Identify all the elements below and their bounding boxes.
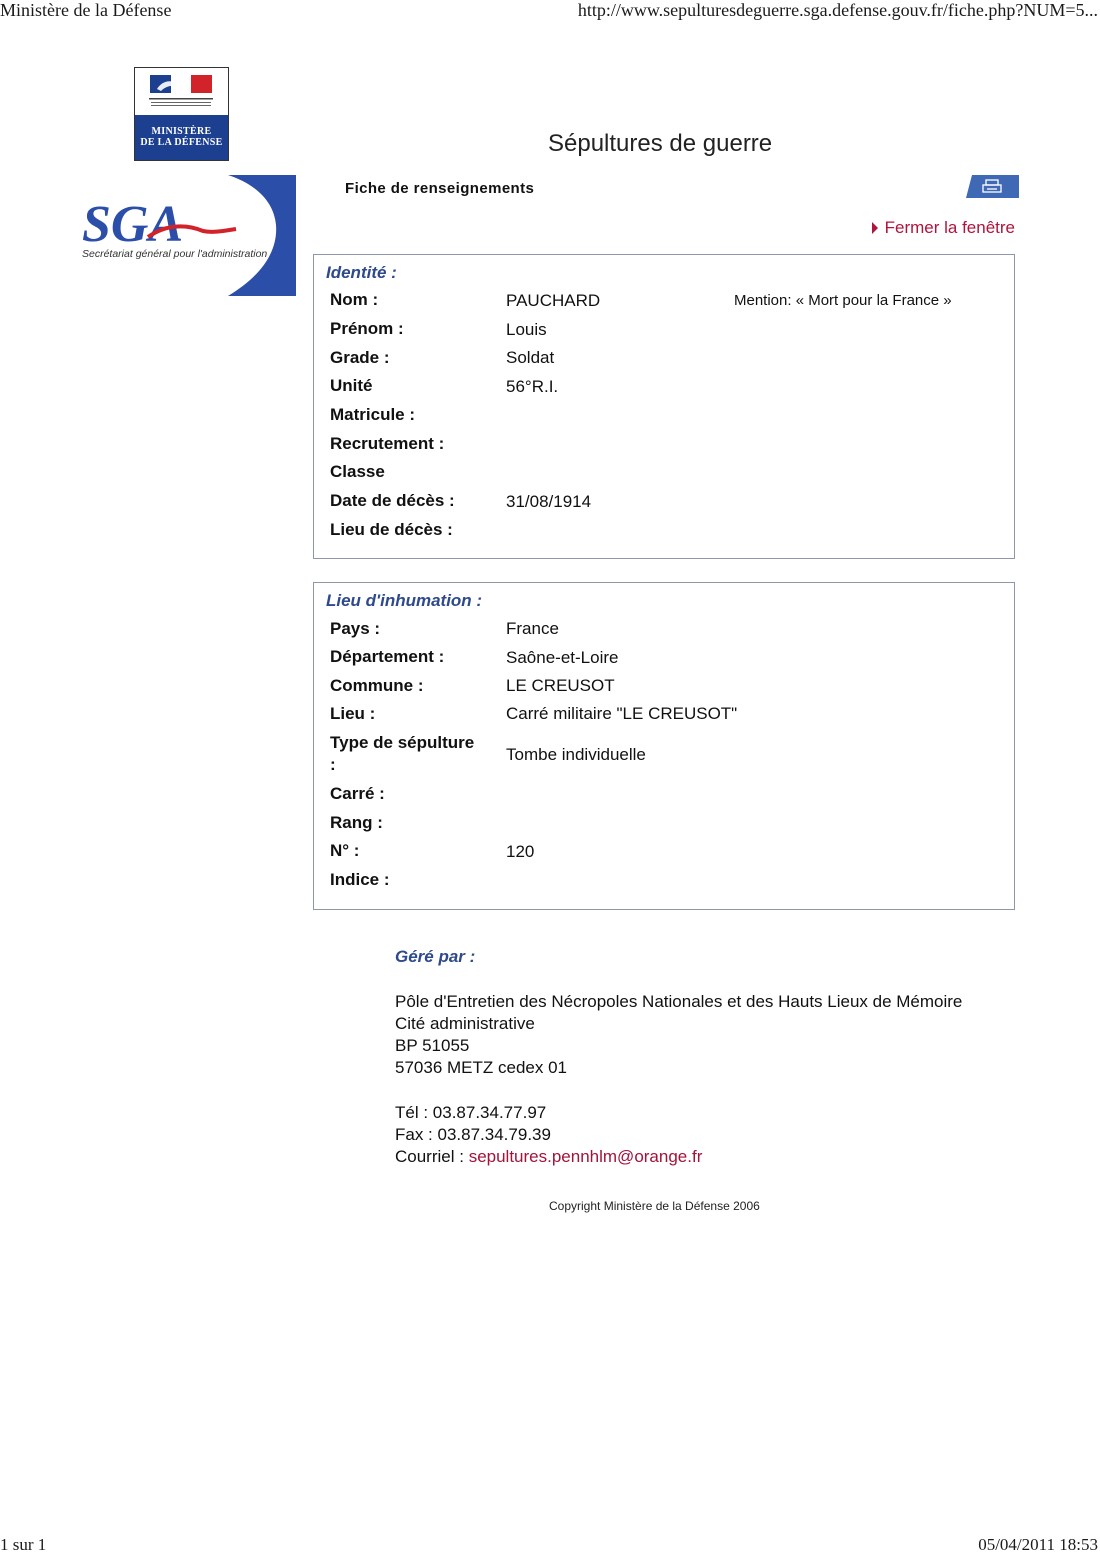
field-value-numero: 120 bbox=[506, 842, 535, 861]
field-label-nom: Nom : bbox=[330, 290, 379, 309]
copyright-text: Copyright Ministère de la Défense 2006 bbox=[549, 1199, 760, 1213]
field-value-departement: Saône-et-Loire bbox=[506, 648, 619, 667]
ministere-defense-logo[interactable] bbox=[134, 67, 229, 161]
address-line-3: 57036 METZ cedex 01 bbox=[395, 1058, 567, 1077]
page-title: Sépultures de guerre bbox=[548, 130, 773, 157]
field-value-commune: LE CREUSOT bbox=[506, 676, 615, 695]
identity-panel bbox=[313, 254, 1015, 559]
field-label-grade: Grade : bbox=[330, 348, 390, 367]
arrow-right-icon bbox=[872, 222, 878, 234]
field-value-unite: 56°R.I. bbox=[506, 377, 559, 396]
field-value-grade: Soldat bbox=[506, 348, 555, 367]
field-label-numero: N° : bbox=[330, 841, 360, 860]
field-label-pays: Pays : bbox=[330, 619, 381, 638]
managed-by-heading: Géré par : bbox=[395, 947, 476, 966]
field-label-recrutement: Recrutement : bbox=[330, 434, 445, 453]
print-header-url: http://www.sepulturesdeguerre.sga.defense.gouv.fr/fiche.php?NUM=5... bbox=[577, 0, 1098, 20]
sga-logo-text: SGA bbox=[82, 196, 184, 253]
identity-heading: Identité : bbox=[326, 263, 397, 282]
field-label-lieu-deces: Lieu de décès : bbox=[330, 520, 453, 539]
field-label-unite: Unité bbox=[330, 376, 373, 395]
field-label-rang: Rang : bbox=[330, 813, 383, 832]
field-value-pays: France bbox=[506, 619, 559, 638]
field-value-nom: PAUCHARD bbox=[506, 291, 601, 310]
email-link[interactable]: sepultures.pennhlm@orange.fr bbox=[468, 1147, 703, 1166]
field-label-type-sepulture: Type de sépulture bbox=[330, 733, 475, 752]
burial-place-heading: Lieu d'inhumation : bbox=[326, 591, 483, 610]
field-label-type-sepulture-colon: : bbox=[330, 755, 336, 774]
field-value-lieu: Carré militaire "LE CREUSOT" bbox=[506, 704, 738, 723]
field-value-prenom: Louis bbox=[506, 320, 547, 339]
print-footer-datetime: 05/04/2011 18:53 bbox=[978, 1535, 1098, 1554]
close-window-link[interactable]: Fermer la fenêtre bbox=[872, 218, 1015, 238]
print-button[interactable] bbox=[966, 175, 1019, 198]
field-label-prenom: Prénom : bbox=[330, 319, 404, 338]
field-label-departement: Département : bbox=[330, 647, 445, 666]
burial-place-panel bbox=[313, 582, 1015, 910]
telephone: Tél : 03.87.34.77.97 bbox=[395, 1103, 547, 1122]
field-value-type-sepulture: Tombe individuelle bbox=[506, 745, 646, 764]
field-label-classe: Classe bbox=[330, 462, 385, 481]
address-line-2: BP 51055 bbox=[395, 1036, 470, 1055]
fax: Fax : 03.87.34.79.39 bbox=[395, 1125, 551, 1144]
field-label-carre: Carré : bbox=[330, 784, 385, 803]
field-label-lieu: Lieu : bbox=[330, 704, 376, 723]
sga-logo-caption: Secrétariat général pour l'administration bbox=[82, 248, 268, 260]
email-label: Courriel : bbox=[395, 1147, 469, 1166]
managing-organization: Pôle d'Entretien des Nécropoles Nationales et des Hauts Lieux de Mémoire bbox=[395, 992, 963, 1011]
mention-text: Mention: « Mort pour la France » bbox=[734, 292, 952, 309]
field-value-date-deces: 31/08/1914 bbox=[506, 492, 592, 511]
print-header-title: Ministère de la Défense bbox=[0, 0, 172, 20]
ministere-logo-text: MINISTÈRE DE LA DÉFENSE bbox=[135, 115, 228, 160]
field-label-matricule: Matricule : bbox=[330, 405, 416, 424]
marianne-flag-icon bbox=[145, 73, 217, 111]
field-label-indice: Indice : bbox=[330, 870, 390, 889]
email-line bbox=[395, 1147, 702, 1167]
sga-logo[interactable] bbox=[78, 175, 296, 296]
print-footer-page: 1 sur 1 bbox=[0, 1535, 47, 1554]
page-subtitle: Fiche de renseignements bbox=[345, 180, 535, 197]
field-label-date-deces: Date de décès : bbox=[330, 491, 455, 510]
address-line-1: Cité administrative bbox=[395, 1014, 535, 1033]
field-label-commune: Commune : bbox=[330, 676, 424, 695]
